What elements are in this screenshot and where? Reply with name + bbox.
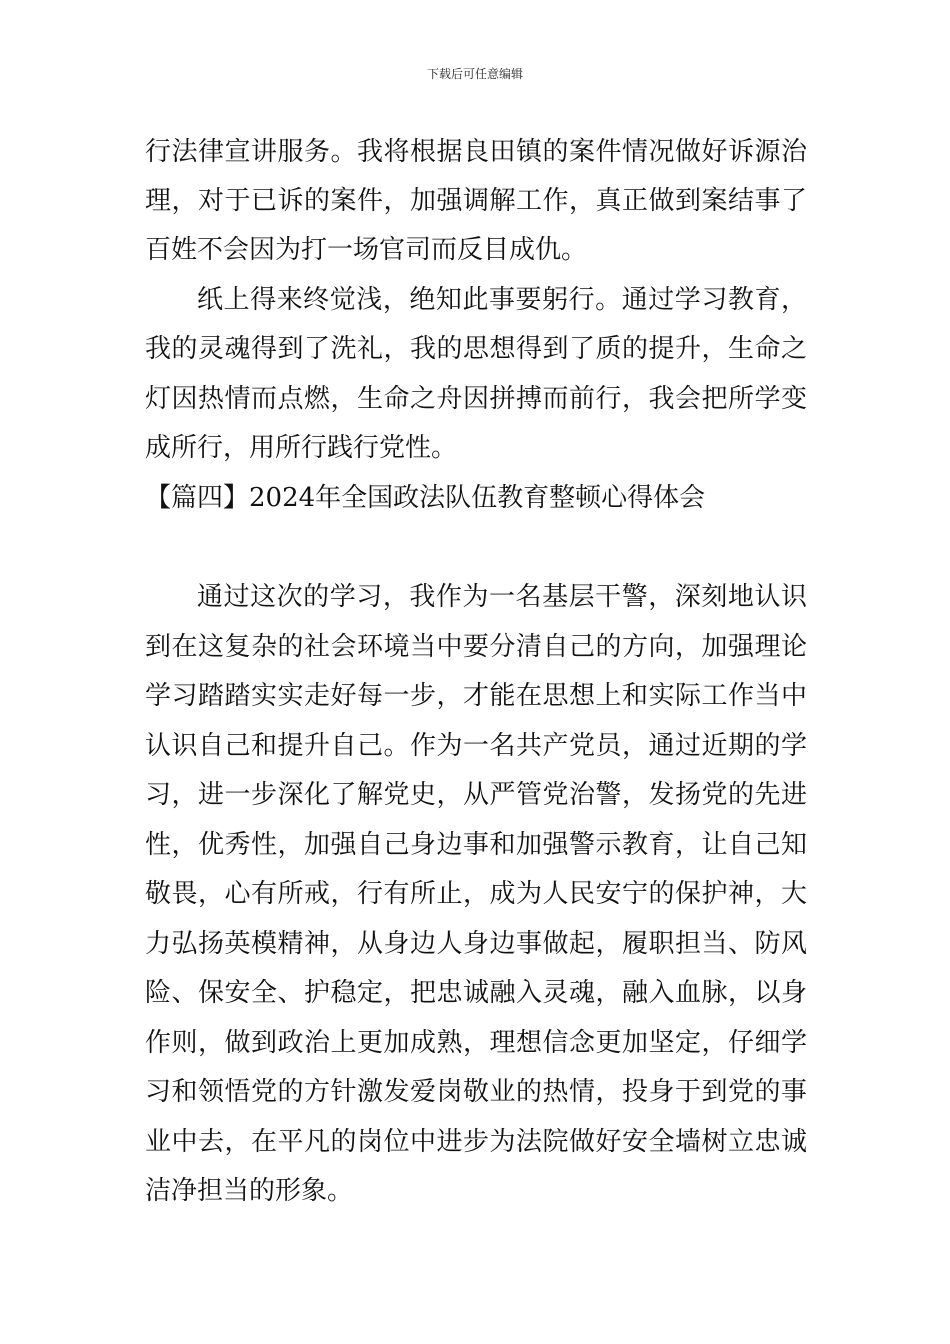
- text-line: 行法律宣讲服务。我将根据良田镇的案件情况做好诉源治: [145, 137, 807, 167]
- text-line: 通过这次的学习，我作为一名基层干警，深刻地认识: [197, 582, 807, 612]
- text-line: 业中去，在平凡的岗位中进步为法院做好安全墙树立忠诚: [145, 1127, 807, 1157]
- text-line: 作则，做到政治上更加成熟，理想信念更加坚定，仔细学: [145, 1028, 807, 1058]
- text-line: 理，对于已诉的案件，加强调解工作，真正做到案结事了: [145, 186, 807, 216]
- text-line: 习，进一步深化了解党史，从严管党治警，发扬党的先进: [145, 780, 807, 810]
- text-line: 洁净担当的形象。: [145, 1176, 354, 1206]
- text-line: 习和领悟党的方针激发爱岗敬业的热情，投身于到党的事: [145, 1077, 807, 1107]
- text-line: 敬畏，心有所戒，行有所止，成为人民安宁的保护神，大: [145, 879, 807, 909]
- text-line: 性，优秀性，加强自己身边事和加强警示教育，让自己知: [145, 830, 807, 860]
- text-line: 险、保安全、护稳定，把忠诚融入灵魂，融入血脉，以身: [145, 978, 807, 1008]
- text-line: 力弘扬英模精神，从身边人身边事做起，履职担当、防风: [145, 929, 807, 959]
- text-line: 我的灵魂得到了洗礼，我的思想得到了质的提升，生命之: [145, 334, 807, 364]
- text-line: 成所行，用所行践行党性。: [145, 433, 458, 463]
- section-heading: 【篇四】2024年全国政法队伍教育整顿心得体会: [145, 483, 706, 513]
- text-line: 认识自己和提升自己。作为一名共产党员，通过近期的学: [145, 731, 807, 761]
- text-line: 灯因热情而点燃，生命之舟因拼搏而前行，我会把所学变: [145, 384, 807, 414]
- text-line: 纸上得来终觉浅，绝知此事要躬行。通过学习教育，: [197, 285, 807, 315]
- text-line: 百姓不会因为打一场官司而反目成仇。: [145, 235, 588, 265]
- text-line: 到在这复杂的社会环境当中要分清自己的方向，加强理论: [145, 632, 807, 662]
- page-header: 下载后可任意编辑: [426, 67, 523, 81]
- text-line: 学习踏踏实实走好每一步，才能在思想上和实际工作当中: [145, 681, 807, 711]
